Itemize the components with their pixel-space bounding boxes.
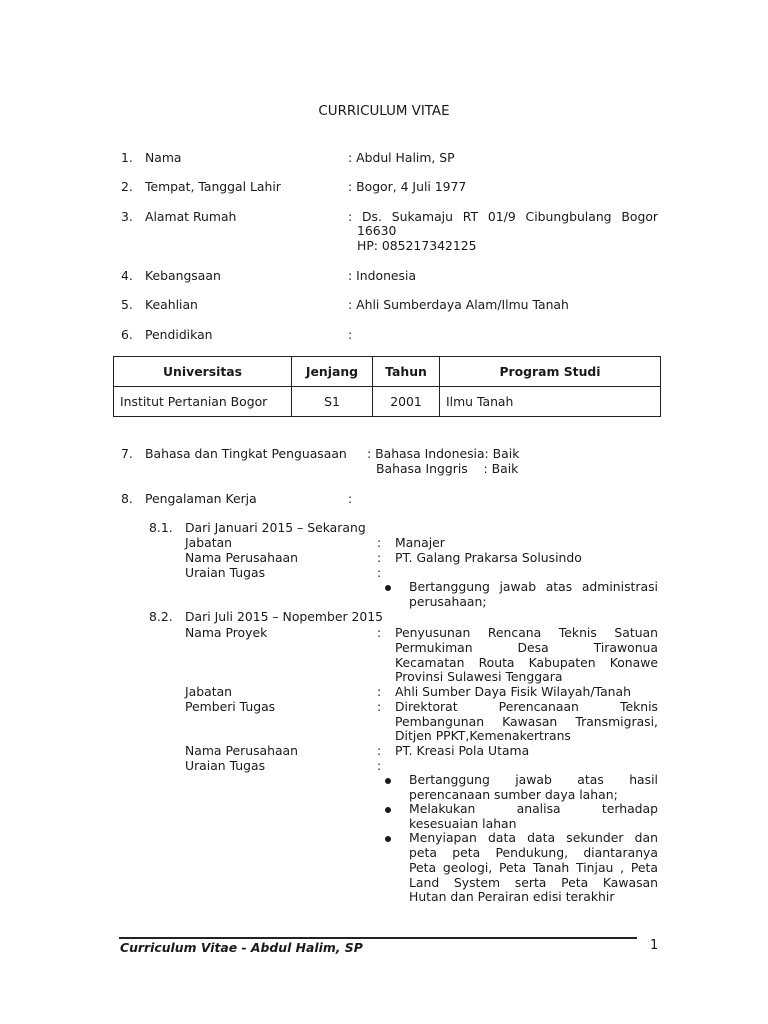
- job-number: 8.2.: [149, 609, 173, 624]
- phone-value: HP: 085217342125: [357, 238, 477, 253]
- job-field-label: Nama Perusahaan: [185, 550, 299, 565]
- assigner-line: Direktorat Perencanaan Teknis: [395, 699, 658, 714]
- table-cell: S1: [292, 387, 373, 417]
- languages-label: Bahasa dan Tingkat Penguasaan: [145, 446, 347, 461]
- item-number: 5.: [121, 297, 133, 312]
- project-line: Kecamatan Routa Kabupaten Konawe: [395, 655, 658, 670]
- column-header: Tahun: [373, 357, 440, 387]
- expertise-value: : Ahli Sumberdaya Alam/Ilmu Tanah: [348, 297, 569, 312]
- job-field-colon: :: [377, 758, 382, 773]
- expertise-label: Keahlian: [145, 297, 198, 312]
- item-number: 7.: [121, 446, 133, 461]
- footer-text: Curriculum Vitae - Abdul Halim, SP: [120, 940, 363, 955]
- job-field-label: Uraian Tugas: [185, 565, 266, 580]
- item-number: 1.: [121, 150, 133, 165]
- page-number: 1: [650, 938, 659, 953]
- document-title: CURRICULUM VITAE: [318, 104, 450, 119]
- table-header-row: [114, 357, 661, 387]
- nationality-value: : Indonesia: [348, 268, 417, 283]
- project-line: Penyusunan Rencana Teknis Satuan: [395, 625, 658, 640]
- task-line: peta peta Pendukung, diantaranya: [409, 845, 658, 860]
- item-number: 6.: [121, 327, 133, 342]
- column-header: Jenjang: [292, 357, 373, 387]
- footer-divider: [119, 937, 637, 939]
- column-header: Program Studi: [440, 357, 661, 387]
- work-label: Pengalaman Kerja: [145, 491, 257, 506]
- job-field-label: Uraian Tugas: [185, 758, 266, 773]
- job-company-value: PT. Kreasi Pola Utama: [395, 743, 530, 758]
- task-line: Peta geologi, Peta Tanah Tinjau , Peta: [409, 860, 658, 875]
- job-position-value: Manajer: [395, 535, 445, 550]
- bullet-icon: [385, 807, 391, 813]
- project-line: Provinsi Sulawesi Tenggara: [395, 669, 563, 684]
- bullet-icon: [385, 585, 391, 591]
- assigner-line: Ditjen PPKT,Kemenakertrans: [395, 728, 571, 743]
- job-period: Dari Juli 2015 – Nopember 2015: [185, 609, 384, 624]
- job-field-colon: :: [377, 565, 382, 580]
- table-cell: Institut Pertanian Bogor: [114, 387, 292, 417]
- job-field-colon: :: [377, 550, 382, 565]
- job-period: Dari Januari 2015 – Sekarang: [185, 520, 366, 535]
- item-number: 3.: [121, 209, 133, 224]
- job-number: 8.1.: [149, 520, 173, 535]
- job-field-label: Nama Perusahaan: [185, 743, 299, 758]
- address-postal: 16630: [357, 223, 397, 238]
- bullet-icon: [385, 836, 391, 842]
- job-field-colon: :: [377, 535, 382, 550]
- job-position-value: Ahli Sumber Daya Fisik Wilayah/Tanah: [395, 684, 631, 699]
- nationality-label: Kebangsaan: [145, 268, 221, 283]
- job-field-label: Nama Proyek: [185, 625, 268, 640]
- education-colon: :: [348, 327, 353, 342]
- table-cell: Ilmu Tanah: [440, 387, 661, 417]
- bullet-icon: [385, 778, 391, 784]
- name-value: : Abdul Halim, SP: [348, 150, 455, 165]
- language-english: Bahasa Inggris : Baik: [376, 461, 519, 476]
- job-field-label: Jabatan: [185, 535, 233, 550]
- task-line: perencanaan sumber daya lahan;: [409, 787, 618, 802]
- project-line: Permukiman Desa Tirawonua: [395, 640, 658, 655]
- education-label: Pendidikan: [145, 327, 213, 342]
- address-value: : Ds. Sukamaju RT 01/9 Cibungbulang Bogor: [348, 209, 658, 224]
- task-line: Hutan dan Perairan edisi terakhir: [409, 889, 615, 904]
- birth-label: Tempat, Tanggal Lahir: [145, 179, 281, 194]
- assigner-line: Pembangunan Kawasan Transmigrasi,: [395, 714, 658, 729]
- language-indonesian: : Bahasa Indonesia: Baik: [367, 446, 520, 461]
- work-colon: :: [348, 491, 353, 506]
- job-field-colon: :: [377, 743, 382, 758]
- table-cell: 2001: [373, 387, 440, 417]
- task-line: Land System serta Peta Kawasan: [409, 875, 658, 890]
- job-field-label: Jabatan: [185, 684, 233, 699]
- job-field-label: Pemberi Tugas: [185, 699, 276, 714]
- job-field-colon: :: [377, 625, 382, 640]
- column-header: Universitas: [114, 357, 292, 387]
- table-row: [114, 387, 661, 417]
- education-table: [113, 356, 661, 417]
- address-label: Alamat Rumah: [145, 209, 237, 224]
- item-number: 8.: [121, 491, 133, 506]
- task-line: perusahaan;: [409, 594, 487, 609]
- job-field-colon: :: [377, 684, 382, 699]
- item-number: 4.: [121, 268, 133, 283]
- item-number: 2.: [121, 179, 133, 194]
- task-line: Bertanggung jawab atas administrasi: [409, 579, 658, 594]
- name-label: Nama: [145, 150, 182, 165]
- job-company-value: PT. Galang Prakarsa Solusindo: [395, 550, 582, 565]
- task-line: Menyiapan data data sekunder dan: [409, 830, 658, 845]
- task-line: kesesuaian lahan: [409, 816, 517, 831]
- job-field-colon: :: [377, 699, 382, 714]
- task-line: Melakukan analisa terhadap: [409, 801, 658, 816]
- task-line: Bertanggung jawab atas hasil: [409, 772, 658, 787]
- birth-value: : Bogor, 4 Juli 1977: [348, 179, 467, 194]
